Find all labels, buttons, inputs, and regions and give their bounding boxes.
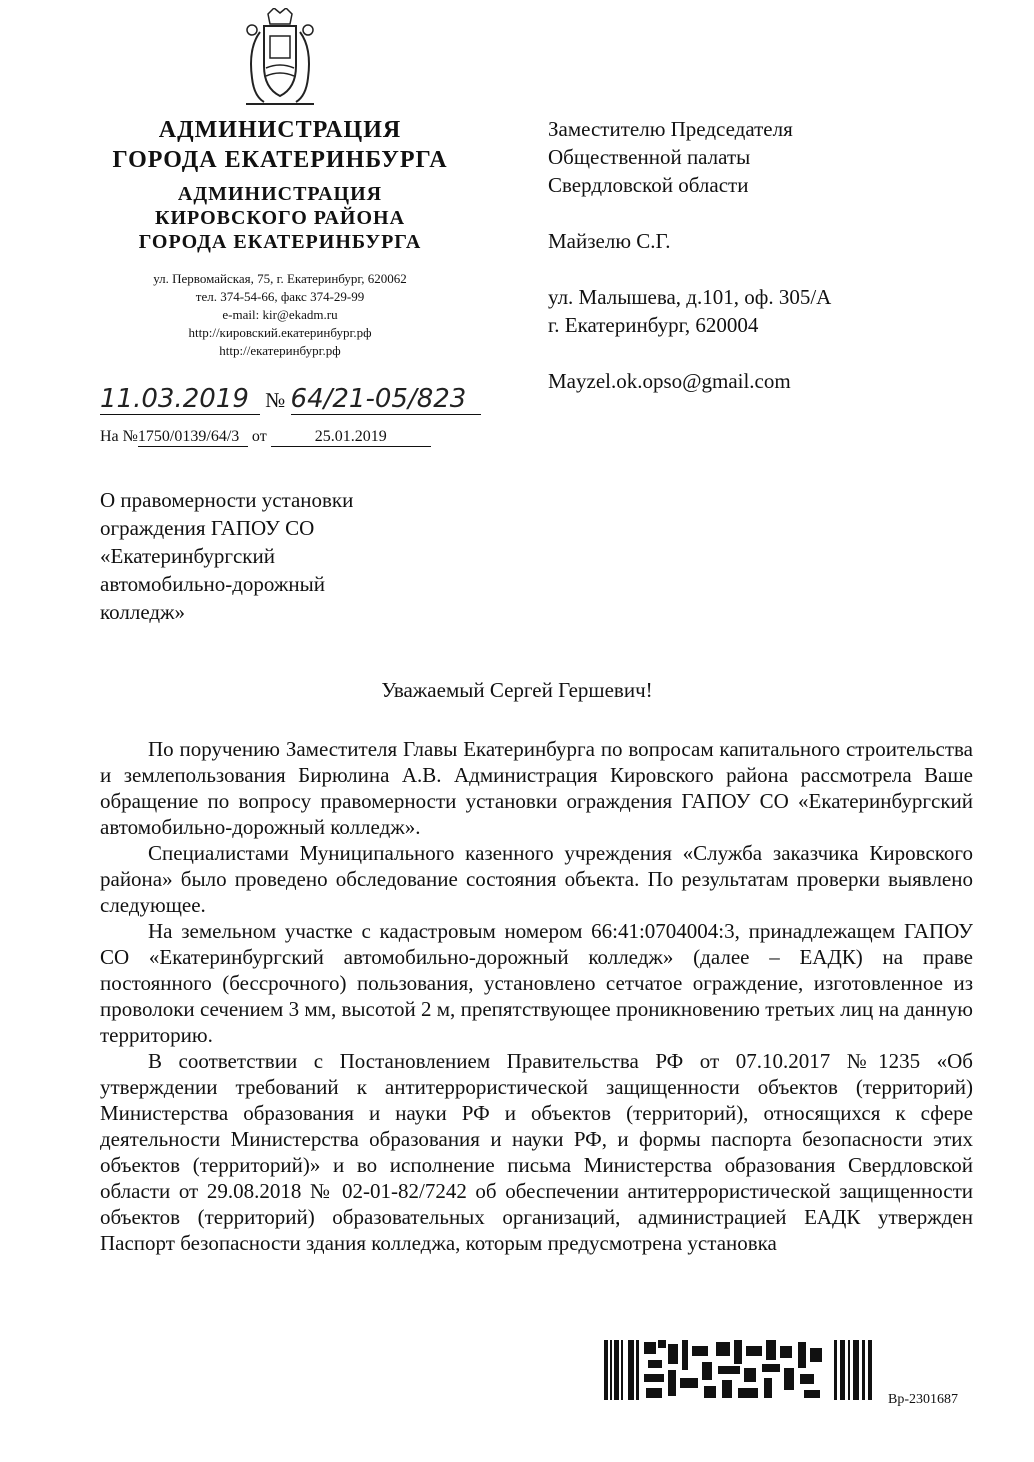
addressee-street: ул. Малышева, д.101, оф. 305/А bbox=[548, 285, 832, 309]
subject-line1: О правомерности установки bbox=[100, 488, 354, 512]
subject-line5: колледж» bbox=[100, 600, 186, 624]
subject-block bbox=[100, 486, 420, 626]
addressee-name: Майзелю С.Г. bbox=[548, 229, 671, 253]
subject-line2: ограждения ГАПОУ СО bbox=[100, 516, 315, 540]
coat-of-arms-icon bbox=[230, 8, 330, 108]
addressee-line2: Общественной палаты bbox=[548, 145, 751, 169]
addressee-city: г. Екатеринбург, 620004 bbox=[548, 313, 759, 337]
barcode-label: Вр-2301687 bbox=[888, 1392, 958, 1407]
subject-line4: автомобильно-дорожный bbox=[100, 572, 325, 596]
body-paragraph-2: Специалистами Муниципального казенного учреждения «Служба заказчика Кировского района» было проведено обследование состояния объекта. По результатам проверки выявлено следующее. bbox=[100, 841, 973, 917]
district-admin-line2: КИРОВСКОГО РАЙОНА bbox=[154, 207, 406, 229]
addressee-email: Mayzel.ok.opso@gmail.com bbox=[548, 369, 791, 393]
addressee-block bbox=[548, 115, 988, 395]
ref-from: от bbox=[251, 428, 267, 445]
registration-line bbox=[100, 384, 520, 420]
contact-block bbox=[90, 270, 470, 360]
district-admin-line3: ГОРОДА ЕКАТЕРИНБУРГА bbox=[138, 231, 422, 253]
district-admin-line1: АДМИНИСТРАЦИЯ bbox=[177, 183, 383, 205]
district-administration-title bbox=[90, 182, 470, 254]
body-paragraph-3: На земельном участке с кадастровым номером 66:41:0704004:3, принадлежащем ГАПОУ СО «Екатеринбургский автомобильно-дорожный колледж» (далее – ЕАДК) на праве постоянного (бессрочного) пользования, установлено сетчатое ограждение, изготовленное из проволоки сечением 3 мм, высотой 2 м, препятствующее проникновению третьих лиц на данную территорию. bbox=[100, 919, 973, 1047]
city-admin-line1: АДМИНИСТРАЦИЯ bbox=[158, 117, 402, 143]
contact-phone: тел. 374-54-66, факс 374-29-99 bbox=[195, 289, 365, 304]
letter-body bbox=[100, 736, 973, 1256]
addressee-line1: Заместителю Председателя bbox=[548, 117, 793, 141]
salutation: Уважаемый Сергей Гершевич! bbox=[381, 678, 653, 702]
barcode-icon bbox=[604, 1340, 874, 1406]
ref-number: 1750/0139/64/3 bbox=[138, 428, 248, 447]
addressee-line3: Свердловской области bbox=[548, 173, 749, 197]
reference-line bbox=[100, 428, 520, 447]
contact-address: ул. Первомайская, 75, г. Екатеринбург, 620062 bbox=[153, 271, 407, 286]
body-paragraph-1: По поручению Заместителя Главы Екатеринбурга по вопросам капитального строительства и землепользования Бирюлина А.В. Администрация Кировского района рассмотрела Ваше обращение по вопросу правомерности установки ограждения ГАПОУ СО «Екатеринбургский автомобильно-дорожный колледж». bbox=[100, 737, 973, 839]
ref-date: 25.01.2019 bbox=[271, 428, 431, 447]
registration-number: 64/21-05/823 bbox=[291, 384, 481, 415]
registration-date: 11.03.2019 bbox=[100, 384, 260, 415]
contact-email: e-mail: kir@ekadm.ru bbox=[222, 307, 338, 322]
body-paragraph-4: В соответствии с Постановлением Правительства РФ от 07.10.2017 №1235 «Об утверждении требований к антитеррористической защищенности объектов (территорий) Министерства образования и науки РФ и объектов (территорий), относящихся к сфере деятельности Министерства образования и науки РФ, и формы паспорта безопасности этих объектов (территорий)» и во исполнение письма Министерства образования Свердловской области от 29.08.2018 № 02-01-82/7242 об обеспечении антитеррористической защищенности объектов (территорий) образовательных организаций, администрацией ЕАДК утвержден Паспорт безопасности здания колледжа, которым предусмотрена установка bbox=[100, 1049, 973, 1255]
contact-site-1: http://кировский.екатеринбург.рф bbox=[188, 325, 372, 340]
ref-prefix: На № bbox=[100, 428, 138, 445]
contact-site-2: http://екатеринбург.рф bbox=[219, 343, 341, 358]
city-admin-line2: ГОРОДА ЕКАТЕРИНБУРГА bbox=[112, 147, 448, 173]
number-sign: № bbox=[265, 388, 286, 412]
city-administration-title bbox=[90, 115, 470, 175]
subject-line3: «Екатеринбургский bbox=[100, 544, 275, 568]
